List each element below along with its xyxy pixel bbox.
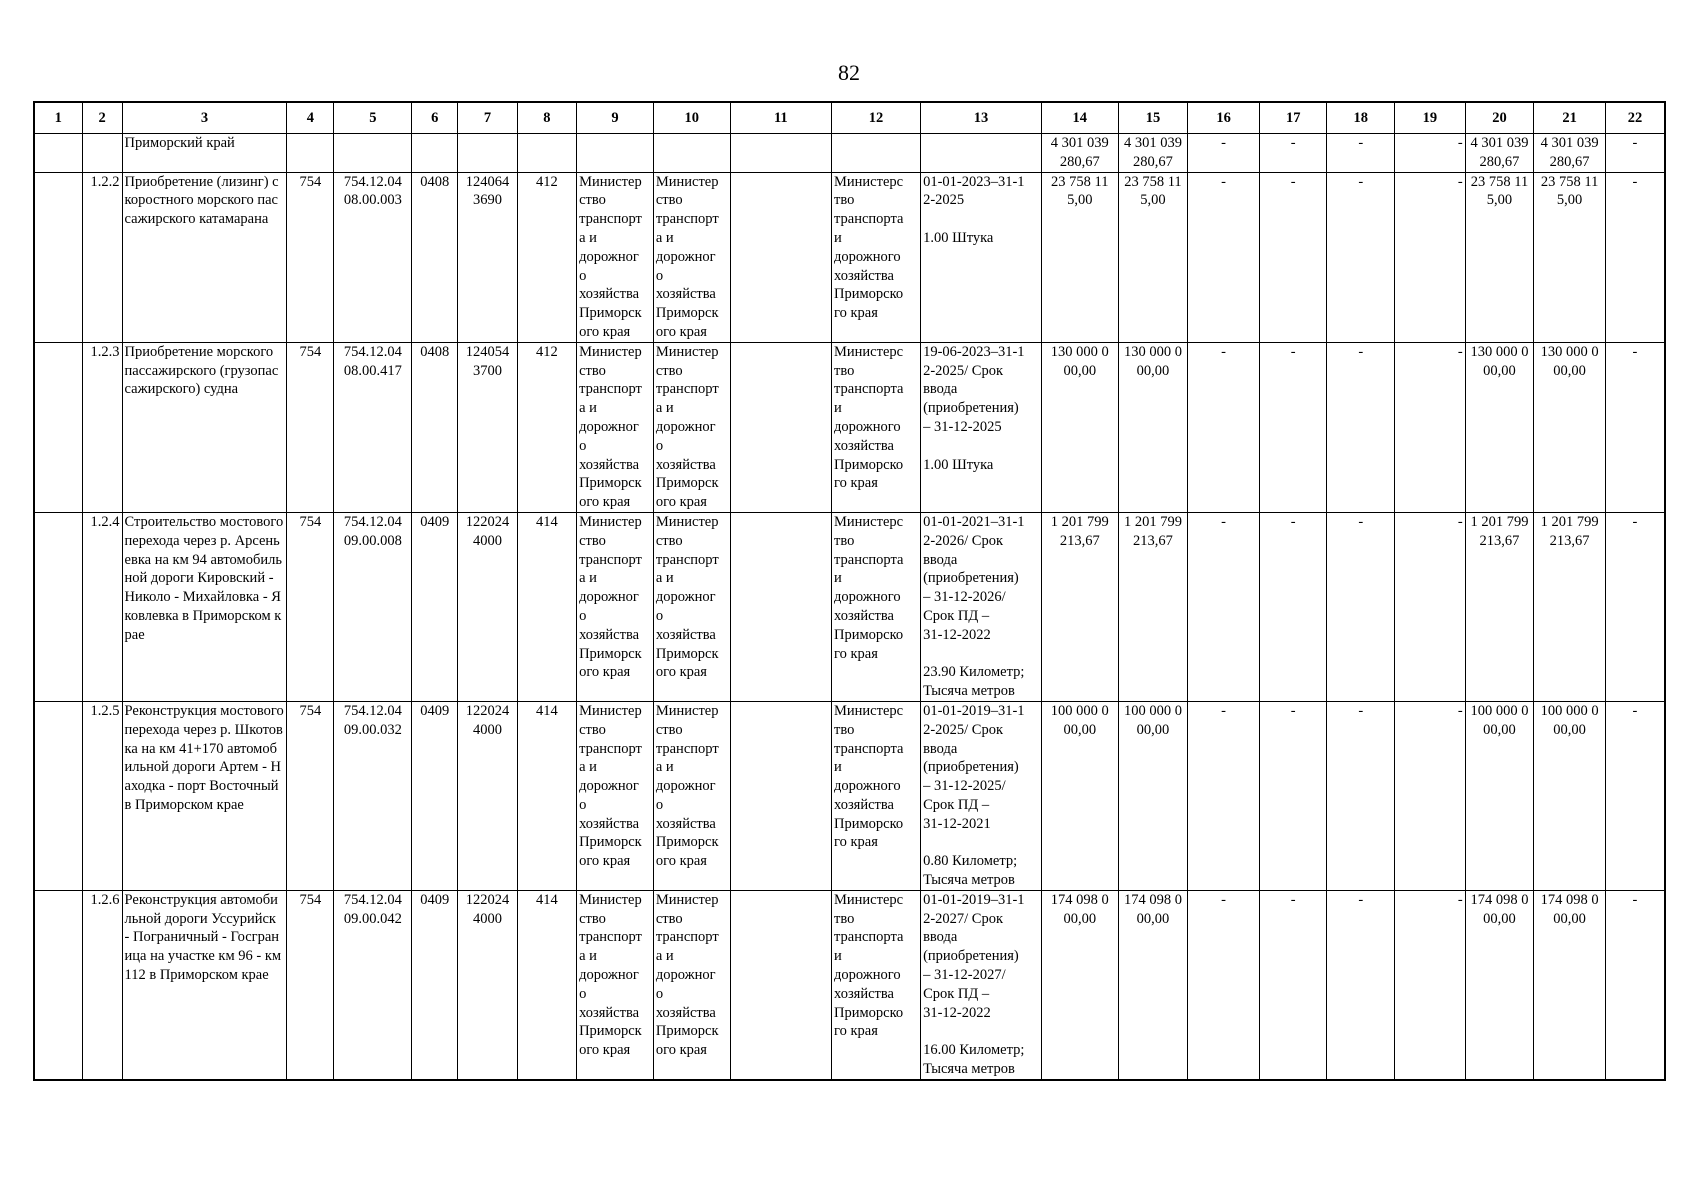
table-cell-col-15: 100 000 0 00,00 <box>1118 701 1188 890</box>
table-cell-col-9 <box>577 134 654 173</box>
table-cell-col-20: 1 201 799 213,67 <box>1465 512 1534 701</box>
table-cell-col-1 <box>34 512 82 701</box>
table-cell-col-6 <box>412 134 458 173</box>
table-cell-col-22: - <box>1605 172 1665 342</box>
table-cell-col-12: Министерс тво транспорта и дорожного хозяйства Приморско го края <box>832 172 921 342</box>
table-cell-col-12 <box>832 134 921 173</box>
table-cell-col-21: 1 201 799 213,67 <box>1534 512 1606 701</box>
table-cell-col-13: 01-01-2023–31-1 2-2025 1.00 Штука <box>921 172 1042 342</box>
table-cell-col-16: - <box>1188 342 1260 512</box>
col-header: 20 <box>1465 102 1534 134</box>
table-cell-col-22: - <box>1605 512 1665 701</box>
table-cell-col-20: 130 000 0 00,00 <box>1465 342 1534 512</box>
table-cell-col-21: 130 000 0 00,00 <box>1534 342 1606 512</box>
table-cell-col-13: 01-01-2019–31-1 2-2025/ Срок ввода (приобретения) – 31-12-2025/ Срок ПД – 31-12-2021 0.80 Километр; Тысяча метров <box>921 701 1042 890</box>
table-cell-col-2 <box>82 134 122 173</box>
table-row <box>34 512 1665 701</box>
table-cell-col-17: - <box>1259 512 1327 701</box>
table-cell-col-6: 0409 <box>412 512 458 701</box>
table-cell-col-17: - <box>1259 172 1327 342</box>
table-cell-col-6: 0408 <box>412 172 458 342</box>
table-cell-col-22: - <box>1605 890 1665 1079</box>
col-header: 14 <box>1041 102 1118 134</box>
table-cell-col-1 <box>34 172 82 342</box>
col-header: 8 <box>517 102 576 134</box>
table-cell-col-20: 4 301 039 280,67 <box>1465 134 1534 173</box>
col-header: 2 <box>82 102 122 134</box>
col-header: 6 <box>412 102 458 134</box>
table-cell-col-10: Министер ство транспорт а и дорожног о хозяйства Приморск ого края <box>653 890 730 1079</box>
table-cell-col-22: - <box>1605 134 1665 173</box>
table-cell-col-18: - <box>1327 701 1395 890</box>
table-cell-col-14: 23 758 11 5,00 <box>1041 172 1118 342</box>
table-cell-col-4: 754 <box>287 342 334 512</box>
col-header: 7 <box>458 102 517 134</box>
table-cell-col-2: 1.2.5 <box>82 701 122 890</box>
table-cell-col-15: 130 000 0 00,00 <box>1118 342 1188 512</box>
table-cell-col-15: 4 301 039 280,67 <box>1118 134 1188 173</box>
table-cell-col-17: - <box>1259 890 1327 1079</box>
table-cell-col-6: 0408 <box>412 342 458 512</box>
table-cell-col-19: - <box>1395 342 1466 512</box>
table-cell-col-2: 1.2.3 <box>82 342 122 512</box>
table-cell-col-16: - <box>1188 890 1260 1079</box>
table-cell-col-2: 1.2.4 <box>82 512 122 701</box>
table-cell-col-3: Реконструкция автомобильной дороги Уссурийск - Пограничный - Госграница на участке км 96 - км 112 в Приморском крае <box>122 890 287 1079</box>
table-cell-col-17: - <box>1259 134 1327 173</box>
col-header: 4 <box>287 102 334 134</box>
table-cell-col-1 <box>34 342 82 512</box>
table-cell-col-4 <box>287 134 334 173</box>
table-cell-col-5: 754.12.04 09.00.008 <box>334 512 412 701</box>
table-cell-col-19: - <box>1395 172 1466 342</box>
table-cell-col-5 <box>334 134 412 173</box>
col-header: 13 <box>921 102 1042 134</box>
table-row <box>34 172 1665 342</box>
table-cell-col-9: Министер ство транспорт а и дорожног о хозяйства Приморск ого края <box>577 172 654 342</box>
table-cell-col-2: 1.2.2 <box>82 172 122 342</box>
table-cell-col-11 <box>730 890 831 1079</box>
table-cell-col-5: 754.12.04 08.00.417 <box>334 342 412 512</box>
col-header: 18 <box>1327 102 1395 134</box>
data-table <box>33 101 1666 1081</box>
table-cell-col-3: Приобретение (лизинг) скоростного морского пассажирского катамарана <box>122 172 287 342</box>
table-cell-col-20: 100 000 0 00,00 <box>1465 701 1534 890</box>
table-cell-col-2: 1.2.6 <box>82 890 122 1079</box>
table-cell-col-9: Министер ство транспорт а и дорожног о хозяйства Приморск ого края <box>577 342 654 512</box>
table-cell-col-18: - <box>1327 172 1395 342</box>
table-cell-col-14: 174 098 0 00,00 <box>1041 890 1118 1079</box>
table-cell-col-9: Министер ство транспорт а и дорожног о хозяйства Приморск ого края <box>577 701 654 890</box>
table-cell-col-5: 754.12.04 09.00.032 <box>334 701 412 890</box>
table-cell-col-12: Министерс тво транспорта и дорожного хозяйства Приморско го края <box>832 701 921 890</box>
table-row <box>34 890 1665 1079</box>
table-cell-col-1 <box>34 890 82 1079</box>
col-header: 1 <box>34 102 82 134</box>
table-cell-col-4: 754 <box>287 172 334 342</box>
table-cell-col-15: 23 758 11 5,00 <box>1118 172 1188 342</box>
table-row <box>34 342 1665 512</box>
table-cell-col-10: Министер ство транспорт а и дорожног о хозяйства Приморск ого края <box>653 172 730 342</box>
col-header: 15 <box>1118 102 1188 134</box>
table-cell-col-7: 122024 4000 <box>458 701 517 890</box>
table-cell-col-21: 100 000 0 00,00 <box>1534 701 1606 890</box>
table-cell-col-22: - <box>1605 701 1665 890</box>
table-cell-col-14: 1 201 799 213,67 <box>1041 512 1118 701</box>
table-cell-col-11 <box>730 172 831 342</box>
table-cell-col-10: Министер ство транспорт а и дорожног о хозяйства Приморск ого края <box>653 342 730 512</box>
table-cell-col-5: 754.12.04 09.00.042 <box>334 890 412 1079</box>
table-cell-col-5: 754.12.04 08.00.003 <box>334 172 412 342</box>
col-header: 5 <box>334 102 412 134</box>
col-header: 19 <box>1395 102 1466 134</box>
col-header: 22 <box>1605 102 1665 134</box>
col-header: 12 <box>832 102 921 134</box>
table-cell-col-12: Министерс тво транспорта и дорожного хозяйства Приморско го края <box>832 890 921 1079</box>
table-cell-col-15: 1 201 799 213,67 <box>1118 512 1188 701</box>
table-cell-col-7: 122024 4000 <box>458 512 517 701</box>
table-cell-col-9: Министер ство транспорт а и дорожног о хозяйства Приморск ого края <box>577 512 654 701</box>
table-cell-col-8: 412 <box>517 342 576 512</box>
table-cell-col-18: - <box>1327 134 1395 173</box>
table-cell-col-6: 0409 <box>412 701 458 890</box>
table-cell-col-10: Министер ство транспорт а и дорожног о хозяйства Приморск ого края <box>653 701 730 890</box>
table-cell-col-14: 4 301 039 280,67 <box>1041 134 1118 173</box>
table-cell-col-11 <box>730 512 831 701</box>
table-cell-col-19: - <box>1395 512 1466 701</box>
table-cell-col-9: Министер ство транспорт а и дорожног о хозяйства Приморск ого края <box>577 890 654 1079</box>
col-header: 21 <box>1534 102 1606 134</box>
table-cell-col-16: - <box>1188 134 1260 173</box>
table-cell-col-4: 754 <box>287 890 334 1079</box>
table-cell-col-17: - <box>1259 342 1327 512</box>
table-cell-col-7: 124054 3700 <box>458 342 517 512</box>
table-cell-col-20: 23 758 11 5,00 <box>1465 172 1534 342</box>
table-cell-col-21: 4 301 039 280,67 <box>1534 134 1606 173</box>
col-header: 3 <box>122 102 287 134</box>
table-cell-col-8: 414 <box>517 890 576 1079</box>
table-cell-col-7 <box>458 134 517 173</box>
table-cell-col-11 <box>730 134 831 173</box>
col-header: 11 <box>730 102 831 134</box>
table-cell-col-11 <box>730 342 831 512</box>
col-header: 10 <box>653 102 730 134</box>
table-cell-col-18: - <box>1327 512 1395 701</box>
table-cell-col-16: - <box>1188 701 1260 890</box>
table-cell-col-19: - <box>1395 890 1466 1079</box>
table-cell-col-8 <box>517 134 576 173</box>
table-cell-col-3: Строительство мостового перехода через р. Арсеньевка на км 94 автомобильной дороги Кировский - Николо - Михайловка - Яковлевка в Приморском крае <box>122 512 287 701</box>
table-cell-col-12: Министерс тво транспорта и дорожного хозяйства Приморско го края <box>832 342 921 512</box>
table-cell-col-14: 130 000 0 00,00 <box>1041 342 1118 512</box>
table-cell-col-11 <box>730 701 831 890</box>
table-cell-col-3: Реконструкция мостового перехода через р. Шкотовка на км 41+170 автомобильной дороги Артем - Находка - порт Восточный в Приморском крае <box>122 701 287 890</box>
table-cell-col-13 <box>921 134 1042 173</box>
col-header: 17 <box>1259 102 1327 134</box>
table-cell-col-8: 412 <box>517 172 576 342</box>
table-cell-col-12: Министерс тво транспорта и дорожного хозяйства Приморско го края <box>832 512 921 701</box>
table-cell-col-14: 100 000 0 00,00 <box>1041 701 1118 890</box>
table-cell-col-17: - <box>1259 701 1327 890</box>
table-cell-col-1 <box>34 701 82 890</box>
table-cell-col-1 <box>34 134 82 173</box>
table-cell-col-10 <box>653 134 730 173</box>
table-row <box>34 134 1665 173</box>
table-cell-col-16: - <box>1188 512 1260 701</box>
table-cell-col-3: Приобретение морского пассажирского (грузопассажирского) судна <box>122 342 287 512</box>
table-cell-col-6: 0409 <box>412 890 458 1079</box>
table-cell-col-7: 124064 3690 <box>458 172 517 342</box>
table-cell-col-18: - <box>1327 890 1395 1079</box>
table-cell-col-4: 754 <box>287 512 334 701</box>
table-cell-col-13: 01-01-2021–31-1 2-2026/ Срок ввода (приобретения) – 31-12-2026/ Срок ПД – 31-12-2022 23.90 Километр; Тысяча метров <box>921 512 1042 701</box>
table-cell-col-7: 122024 4000 <box>458 890 517 1079</box>
table-cell-col-15: 174 098 0 00,00 <box>1118 890 1188 1079</box>
table-cell-col-4: 754 <box>287 701 334 890</box>
table-cell-col-21: 23 758 11 5,00 <box>1534 172 1606 342</box>
table-cell-col-19: - <box>1395 134 1466 173</box>
table-cell-col-16: - <box>1188 172 1260 342</box>
header-row <box>34 102 1665 134</box>
table-cell-col-22: - <box>1605 342 1665 512</box>
table-cell-col-3: Приморский край <box>122 134 287 173</box>
table-cell-col-10: Министер ство транспорт а и дорожног о хозяйства Приморск ого края <box>653 512 730 701</box>
table-cell-col-21: 174 098 0 00,00 <box>1534 890 1606 1079</box>
table-cell-col-13: 19-06-2023–31-1 2-2025/ Срок ввода (приобретения) – 31-12-2025 1.00 Штука <box>921 342 1042 512</box>
table-row <box>34 701 1665 890</box>
table-cell-col-20: 174 098 0 00,00 <box>1465 890 1534 1079</box>
table-cell-col-8: 414 <box>517 701 576 890</box>
col-header: 9 <box>577 102 654 134</box>
page-number: 82 <box>838 60 860 85</box>
col-header: 16 <box>1188 102 1260 134</box>
table-cell-col-13: 01-01-2019–31-1 2-2027/ Срок ввода (приобретения) – 31-12-2027/ Срок ПД – 31-12-2022 16.00 Километр; Тысяча метров <box>921 890 1042 1079</box>
table-cell-col-8: 414 <box>517 512 576 701</box>
table-cell-col-19: - <box>1395 701 1466 890</box>
table-cell-col-18: - <box>1327 342 1395 512</box>
